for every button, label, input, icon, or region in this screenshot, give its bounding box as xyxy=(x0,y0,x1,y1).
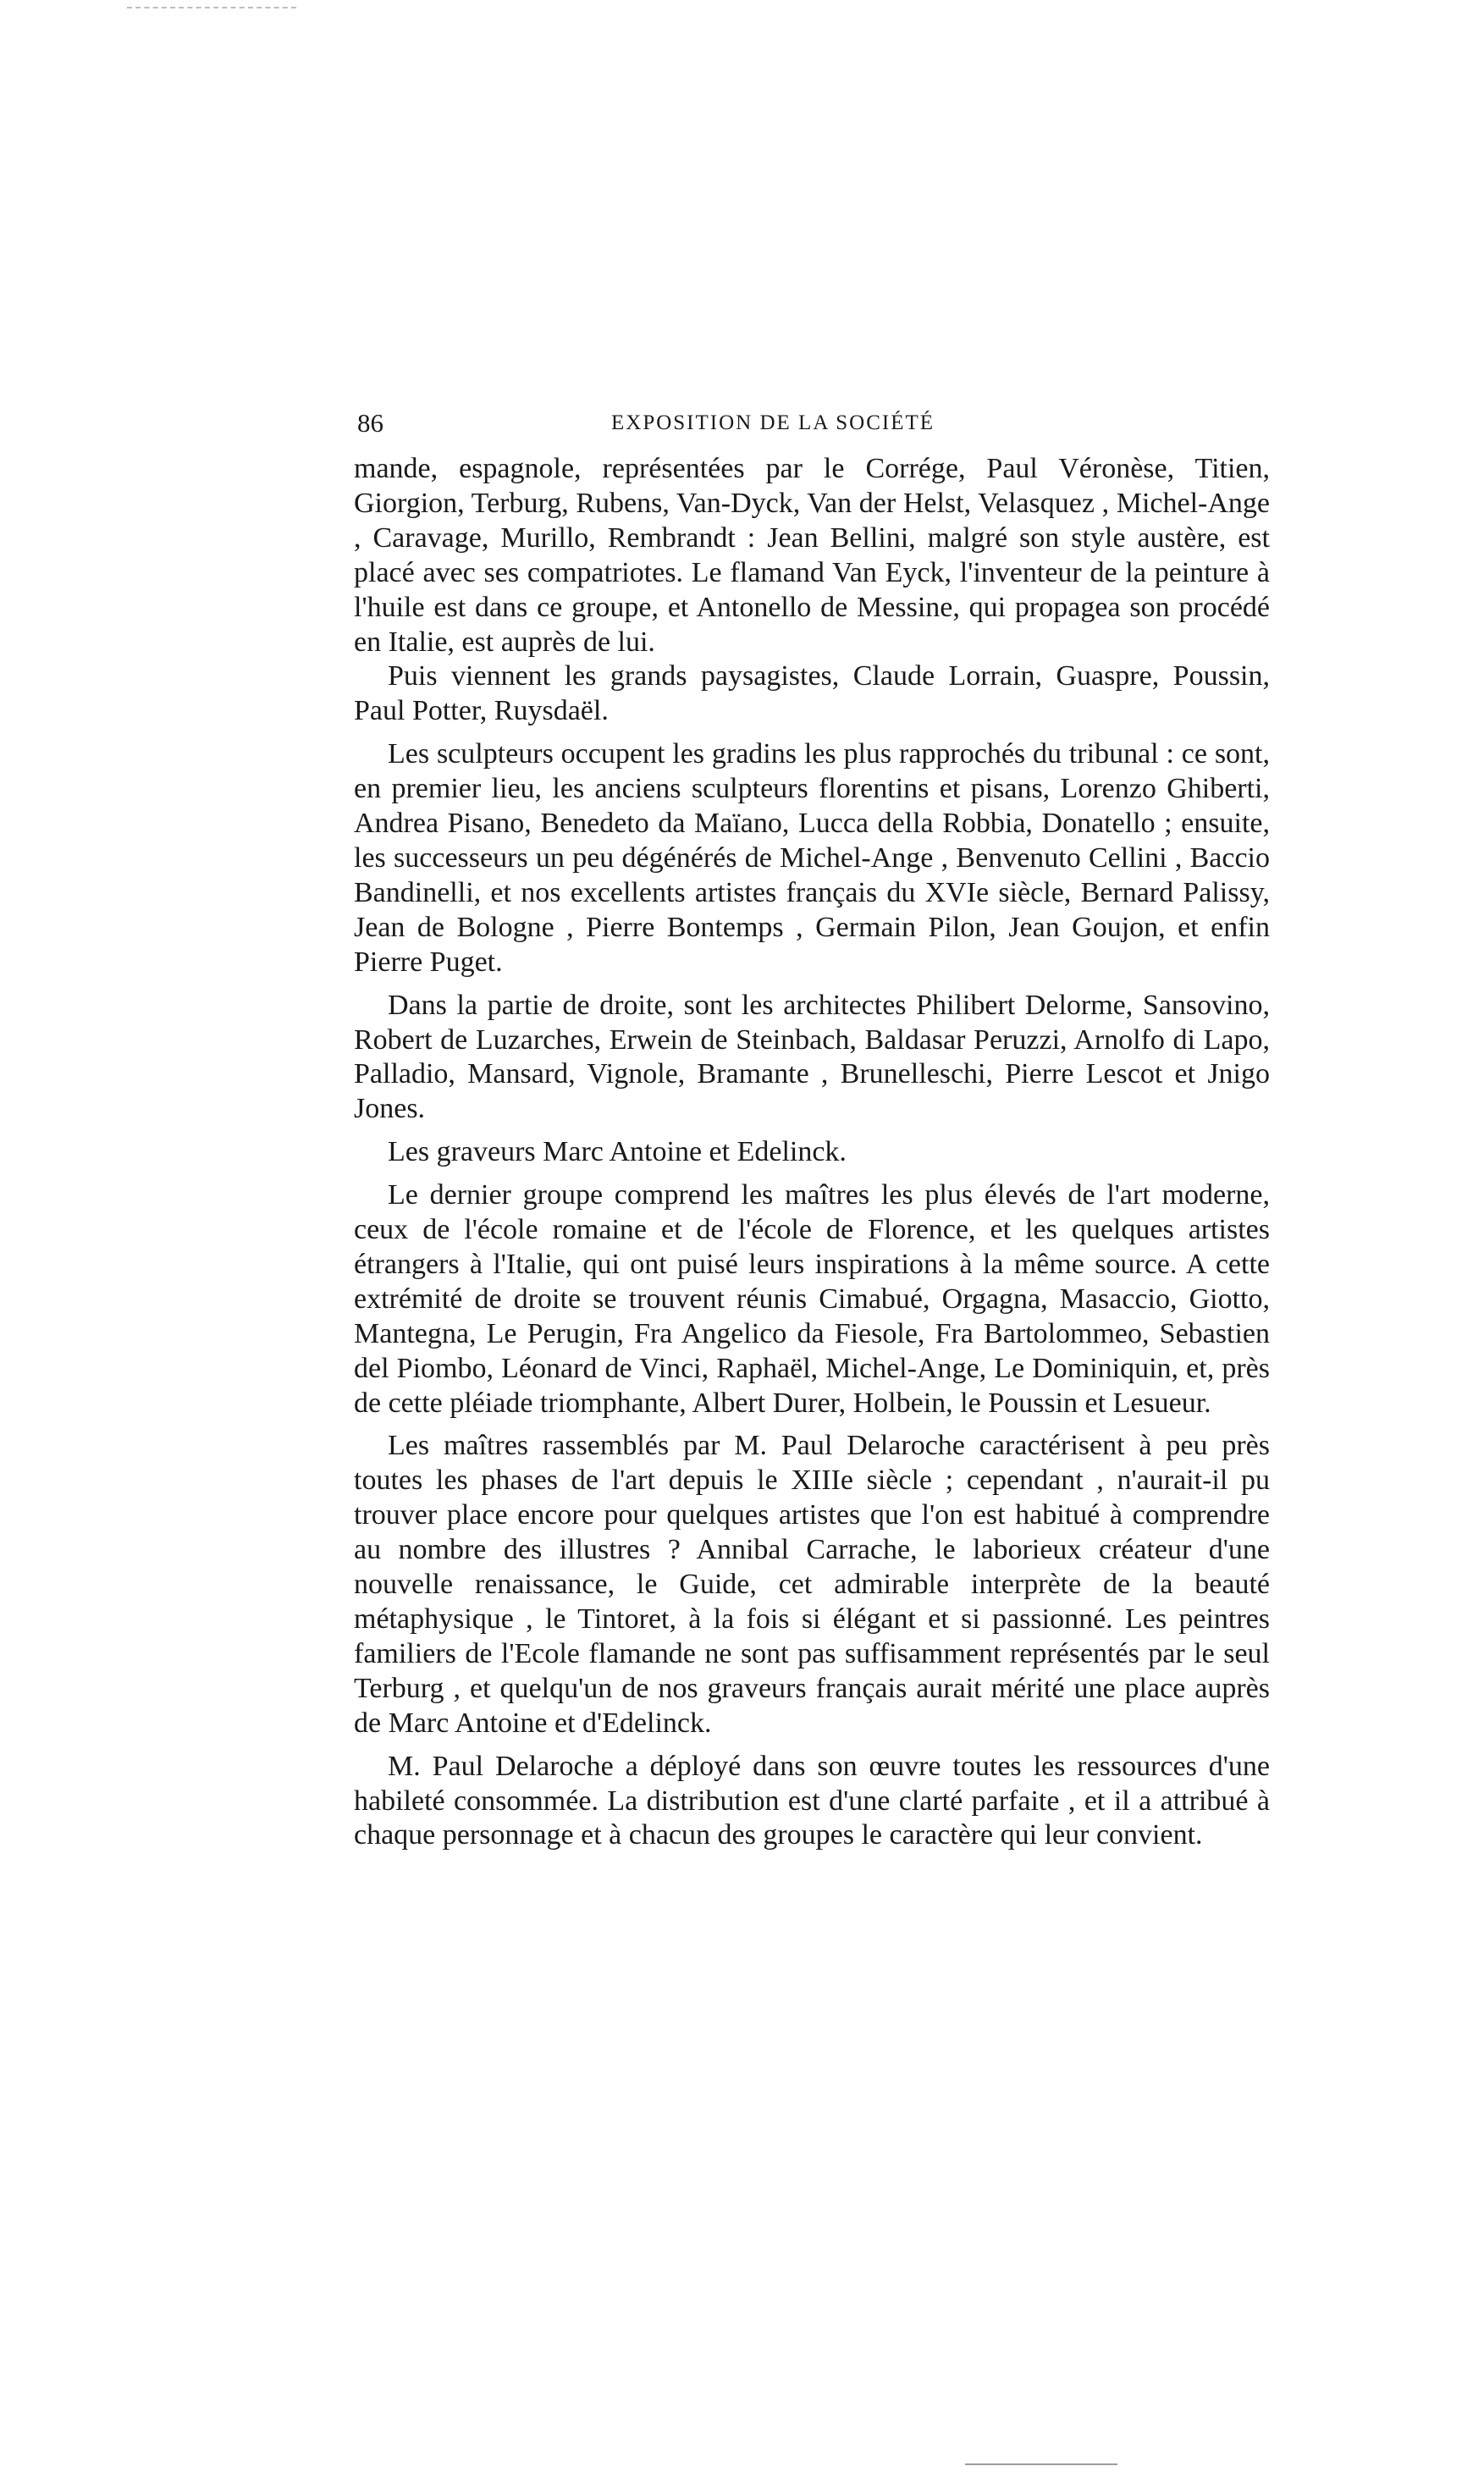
paragraph: Les graveurs Marc Antoine et Edelinck. xyxy=(388,1136,847,1168)
page-number: 86 xyxy=(357,408,383,438)
paragraph: mande, espagnole, représentées par le Corrége, Paul Véronèse, Titien, Giorgion, Terburg, Rubens, Van-Dyck, Van der Helst, Velasquez , Michel-Ange , Caravage, Murillo, Rembrandt : Jean Bellini, malgré son style austère, est placé avec ses compatriotes. Le flamand Van Eyck, l'inventeur de la peinture à l'huile est dans ce groupe, et Antonello de Messine, qui propagea son procédé en Italie, est auprès de lui. xyxy=(354,453,1270,658)
paragraph: Les sculpteurs occupent les gradins les plus rapprochés du tribunal : ce sont, en premier lieu, les anciens sculpteurs florentins et pisans, Lorenzo Ghiberti, Andrea Pisano, Benedeto da Maïano, Lucca della Robbia, Donatello ; ensuite, les successeurs un peu dégénérés de Michel-Ange , Benvenuto Cellini , Baccio Bandinelli, et nos excellents artistes français du XVIe siècle, Bernard Palissy, Jean de Bologne , Pierre Bontemps , Germain Pilon, Jean Goujon, et enfin Pierre Puget. xyxy=(354,738,1270,978)
top-scan-rule xyxy=(127,7,296,8)
running-title: EXPOSITION DE LA SOCIÉTÉ xyxy=(611,411,935,434)
paragraph: Dans la partie de droite, sont les architectes Philibert Delorme, Sansovino, Robert de Luzarches, Erwein de Steinbach, Baldasar Peruzzi, Arnolfo di Lapo, Palladio, Mansard, Vignole, Bramante , Brunelleschi, Pierre Lescot et Jnigo Jones. xyxy=(354,989,1270,1125)
paragraph: Les maîtres rassemblés par M. Paul Delaroche caractérisent à peu près toutes les phases de l'art depuis le XIIIe siècle ; cependant , n'aurait-il pu trouver place encore pour quelques artistes que l'on est habitué à comprendre au nombre des illustres ? Annibal Carrache, le laborieux créateur d'une nouvelle renaissance, le Guide, cet admirable interprète de la beauté métaphysique , le Tintoret, à la fois si élégant et si passionné. Les peintres familiers de l'Ecole flamande ne sont pas suffisamment représentés par le seul Terburg , et quelqu'un de nos graveurs français aurait mérité une place auprès de Marc Antoine et d'Edelinck. xyxy=(354,1430,1270,1739)
paragraph: Le dernier groupe comprend les maîtres les plus élevés de l'art moderne, ceux de l'école romaine et de l'école de Florence, et les quelques artistes étrangers à l'Italie, qui ont puisé leurs inspirations à la même source. A cette extrémité de droite se trouvent réunis Cimabué, Orgagna, Masaccio, Giotto, Mantegna, Le Perugin, Fra Angelico da Fiesole, Fra Bartolommeo, Sebastien del Piombo, Léonard de Vinci, Raphaël, Michel-Ange, Le Dominiquin, et, près de cette pléiade triomphante, Albert Durer, Holbein, le Poussin et Lesueur. xyxy=(354,1179,1270,1419)
body-text xyxy=(354,452,1270,1853)
bottom-scan-rule xyxy=(965,2463,1117,2465)
paragraph: Puis viennent les grands paysagistes, Claude Lorrain, Guaspre, Poussin, Paul Potter, Ruysdaël. xyxy=(354,660,1270,727)
paragraph: M. Paul Delaroche a déployé dans son œuvre toutes les ressources d'une habileté consommée. La distribution est d'une clarté parfaite , et il a attribué à chaque personnage et à chacun des groupes le caractère qui leur convient. xyxy=(354,1750,1270,1851)
page-header xyxy=(357,405,1272,442)
